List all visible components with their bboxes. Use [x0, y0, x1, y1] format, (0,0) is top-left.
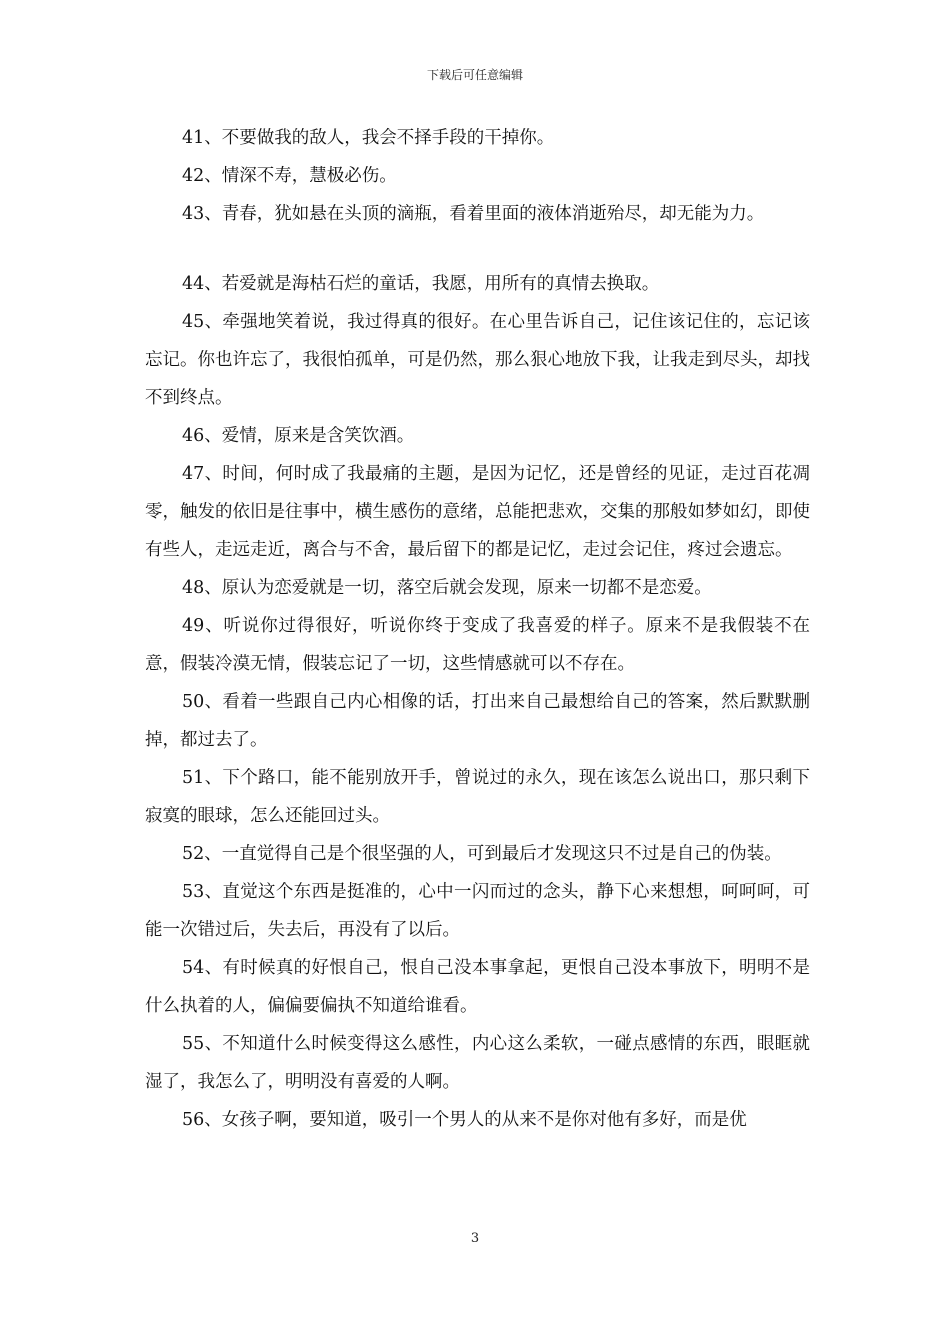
- paragraph-43: 43、青春，犹如悬在头顶的滴瓶，看着里面的液体消逝殆尽，却无能为力。: [182, 204, 765, 224]
- paragraph-42: 42、情深不寿，慧极必伤。: [182, 166, 397, 186]
- paragraph-52: 52、一直觉得自己是个很坚强的人，可到最后才发现这只不过是自己的伪装。: [182, 844, 782, 864]
- paragraph-53: 53、直觉这个东西是挺准的，心中一闪而过的念头，静下心来想想，呵呵呵，可能一次错过后，失去后，再没有了以后。: [145, 882, 810, 940]
- paragraph-49: 49、听说你过得很好，听说你终于变成了我喜爱的样子。原来不是我假装不在意，假装冷漠无情，假装忘记了一切，这些情感就可以不存在。: [145, 616, 810, 674]
- page-header: 下载后可任意编辑: [426, 68, 523, 82]
- paragraph-51: 51、下个路口，能不能别放开手，曾说过的永久，现在该怎么说出口，那只剩下寂寞的眼球，怎么还能回过头。: [145, 768, 810, 826]
- paragraph-46: 46、爱情，原来是含笑饮酒。: [182, 426, 415, 446]
- paragraph-55: 55、不知道什么时候变得这么感性，内心这么柔软，一碰点感情的东西，眼眶就湿了，我怎么了，明明没有喜爱的人啊。: [145, 1034, 810, 1092]
- paragraph-47: 47、时间，何时成了我最痛的主题，是因为记忆，还是曾经的见证，走过百花凋零，触发的依旧是往事中，横生感伤的意绪，总能把悲欢，交集的那般如梦如幻，即使有些人，走远走近，离合与不舍，最后留下的都是记忆，走过会记住，疼过会遗忘。: [145, 464, 810, 560]
- paragraph-41: 41、不要做我的敌人，我会不择手段的干掉你。: [182, 128, 555, 148]
- paragraph-56: 56、女孩子啊，要知道，吸引一个男人的从来不是你对他有多好，而是优: [182, 1110, 747, 1130]
- paragraph-45: 45、牵强地笑着说，我过得真的很好。在心里告诉自己，记住该记住的，忘记该忘记。你也许忘了，我很怕孤单，可是仍然，那么狠心地放下我，让我走到尽头，却找不到终点。: [145, 312, 810, 408]
- paragraph-44: 44、若爱就是海枯石烂的童话，我愿，用所有的真情去换取。: [182, 274, 660, 294]
- page-number: 3: [470, 1231, 480, 1246]
- paragraph-48: 48、原认为恋爱就是一切，落空后就会发现，原来一切都不是恋爱。: [182, 578, 712, 598]
- paragraph-50: 50、看着一些跟自己内心相像的话，打出来自己最想给自己的答案，然后默默删掉，都过去了。: [145, 692, 810, 750]
- body-text: [145, 119, 810, 1139]
- paragraph-54: 54、有时候真的好恨自己，恨自己没本事拿起，更恨自己没本事放下，明明不是什么执着的人，偏偏要偏执不知道给谁看。: [145, 958, 810, 1016]
